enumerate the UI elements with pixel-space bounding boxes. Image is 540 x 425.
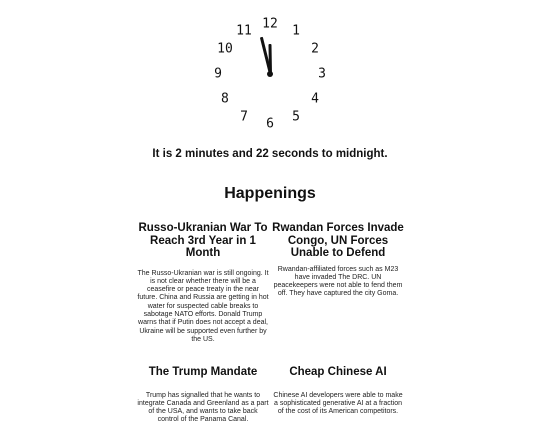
clock-numeral-3: 3	[318, 66, 326, 82]
article-body: The Russo-Ukranian war is still ongoing. It is not clear whether there will be a ceasefire or peace treaty in the near future. China and Russia are getting in hot water for suspected cable breaks to sabotage NATO efforts. Donald Trump warns that if Putin does not accept a deal, Ukraine will be supported even further by the US.	[137, 269, 269, 343]
clock-center	[267, 71, 273, 77]
section-heading: Happenings	[224, 185, 316, 202]
clock-numeral-9: 9	[214, 66, 222, 82]
clock-numeral-7: 7	[240, 109, 248, 125]
clock-numeral-4: 4	[311, 91, 319, 107]
article-card	[137, 222, 269, 344]
clock-numeral-11: 11	[236, 23, 252, 39]
clock-numeral-10: 10	[217, 41, 233, 57]
article-card	[272, 222, 404, 299]
hour-hand	[268, 44, 271, 74]
clock-numeral-12: 12	[262, 16, 278, 32]
article-title: Cheap Chinese AI	[289, 366, 387, 378]
clock-numeral-6: 6	[266, 116, 274, 132]
article-card	[272, 366, 404, 416]
clock-numeral-5: 5	[292, 109, 300, 125]
article-body: Rwandan-affiliated forces such as M23 have invaded The DRC. UN peacekeepers were not able to fend them off. They have captured the city Goma.	[273, 265, 403, 298]
clock-numeral-8: 8	[221, 91, 229, 107]
countdown-status: It is 2 minutes and 22 seconds to midnight.	[152, 148, 388, 160]
article-body: Chinese AI developers were able to make a sophisticated generative AI at a fraction of the cost of its American competitors.	[273, 391, 403, 416]
doomsday-clock	[0, 0, 540, 140]
article-title: Russo-Ukranian War To Reach 3rd Year in 1 Month	[138, 222, 268, 259]
clock-numeral-2: 2	[311, 41, 319, 57]
clock-numeral-1: 1	[292, 23, 300, 39]
article-title: The Trump Mandate	[148, 366, 258, 378]
article-title: Rwandan Forces Invade Congo, UN Forces Unable to Defend	[272, 222, 404, 259]
article-body: Trump has signalled that he wants to integrate Canada and Greenland as a part of the USA, and wants to take back control of the Panama Canal.	[137, 391, 269, 424]
article-card	[137, 366, 269, 425]
